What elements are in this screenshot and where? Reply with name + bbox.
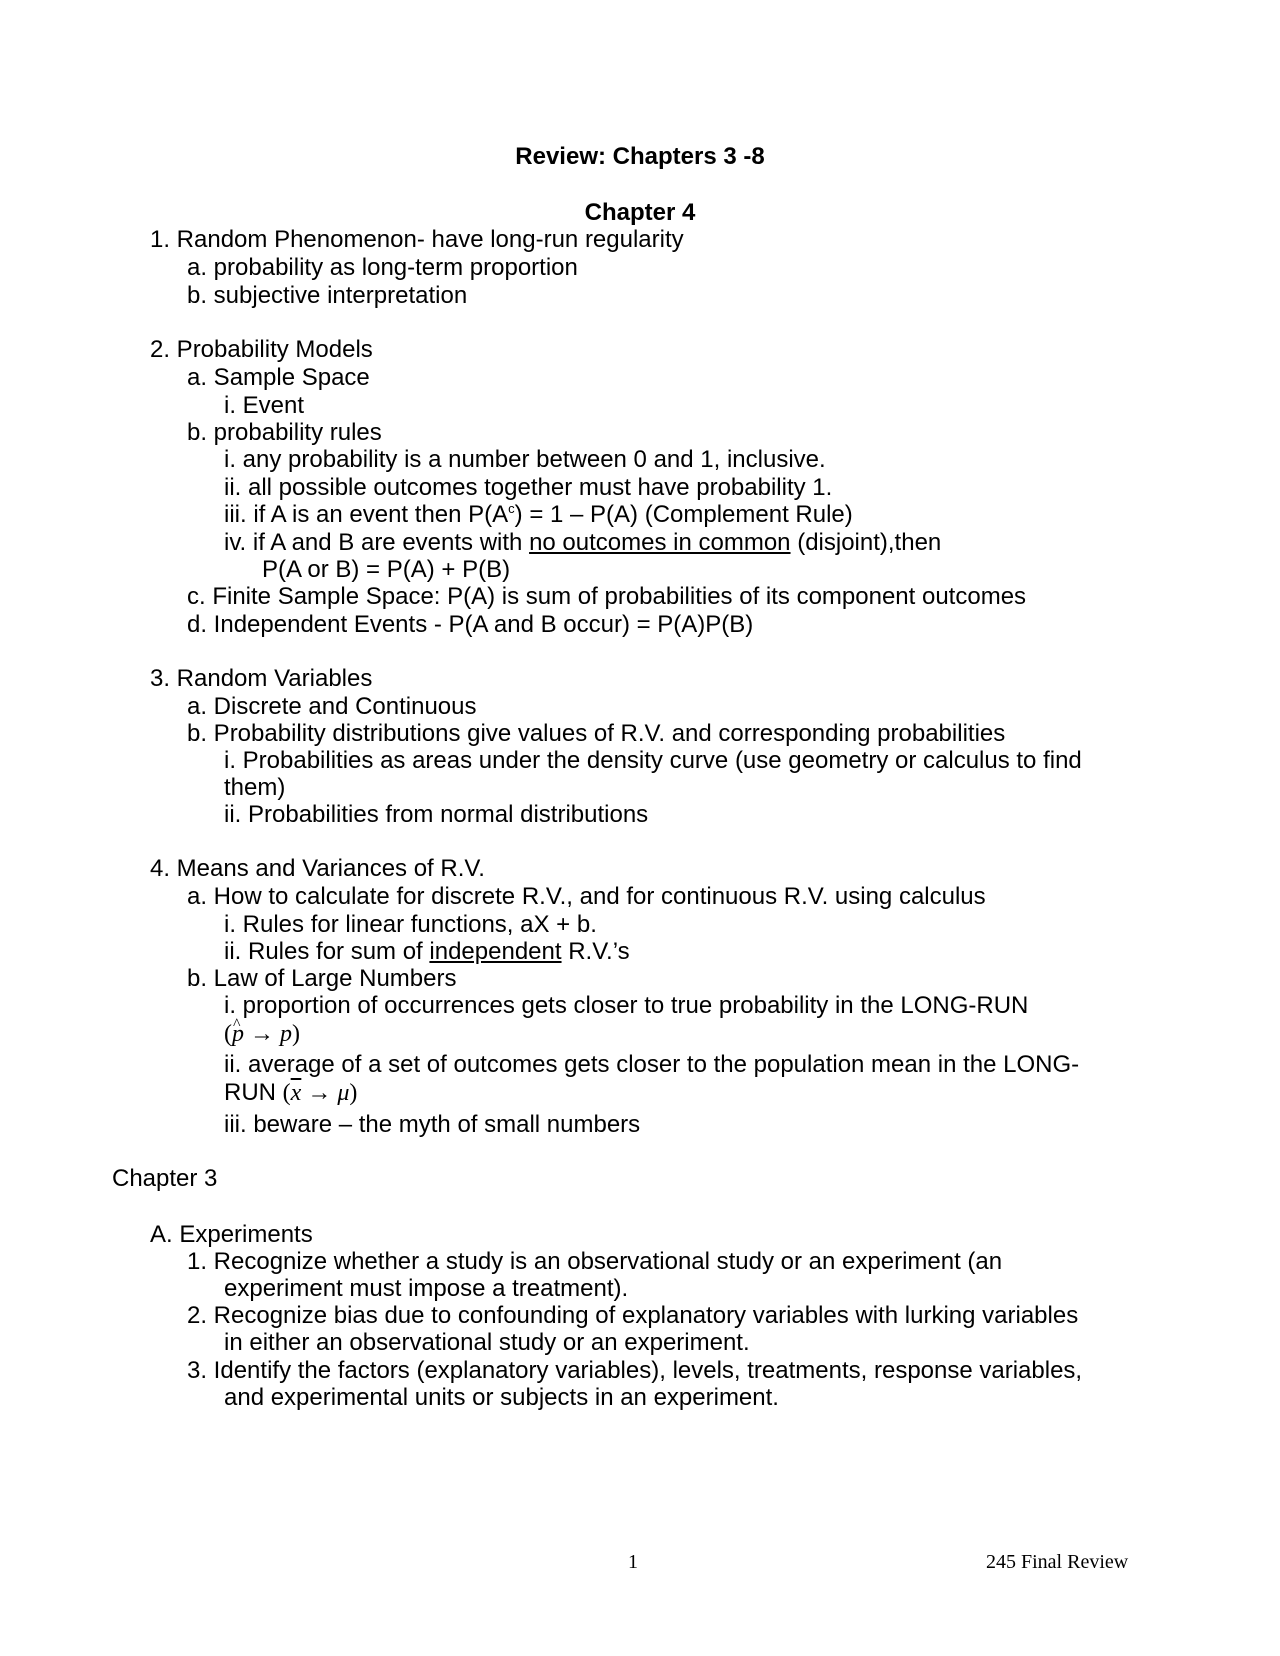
run-text: RUN xyxy=(224,1079,283,1106)
section-2b: b. probability rules xyxy=(187,419,382,446)
section-A2-line1: 2. Recognize bias due to confounding of explanatory variables with lurking variables xyxy=(187,1302,1079,1329)
disjoint-suffix: (disjoint),then xyxy=(790,529,942,556)
section-2b-iv xyxy=(224,529,941,557)
phat-to-p-formula: (p ^ → p) xyxy=(224,1020,300,1048)
section-2c: c. Finite Sample Space: P(A) is sum of probabilities of its component outcomes xyxy=(187,583,1027,610)
disjoint-prefix: iv. if A and B are events with xyxy=(224,529,530,556)
section-4b-i: i. proportion of occurrences gets closer to true probability in the LONG-RUN xyxy=(224,992,1029,1019)
sum-rule-prefix: ii. Rules for sum of xyxy=(224,938,430,965)
section-2a-i: i. Event xyxy=(224,392,305,419)
section-2d: d. Independent Events - P(A and B occur) = P(A)P(B) xyxy=(187,611,754,638)
chapter3-heading: Chapter 3 xyxy=(112,1165,218,1192)
section-2b-i: i. any probability is a number between 0 and 1, inclusive. xyxy=(224,446,826,473)
arrow: → xyxy=(244,1021,280,1047)
complement-rule-suffix: ) = 1 – P(A) (Complement Rule) xyxy=(514,501,853,528)
section-4a-ii xyxy=(224,938,630,966)
addition-rule-formula: P(A or B) = P(A) + P(B) xyxy=(262,556,511,583)
section-3b-i-line1: i. Probabilities as areas under the density curve (use geometry or calculus to find xyxy=(224,747,1082,774)
p: p xyxy=(280,1021,292,1047)
section-A1-line1: 1. Recognize whether a study is an observational study or an experiment (an xyxy=(187,1248,1003,1275)
section-3b-ii: ii. Probabilities from normal distributions xyxy=(224,801,649,828)
sum-rule-suffix: R.V.’s xyxy=(561,938,630,965)
section-4a-i: i. Rules for linear functions, aX + b. xyxy=(224,911,597,938)
independent-underlined: independent xyxy=(429,938,562,965)
chapter4-heading: Chapter 4 xyxy=(584,199,696,226)
p-hat: p ^ xyxy=(232,1020,244,1048)
section-A1-line2: experiment must impose a treatment). xyxy=(224,1275,629,1302)
arrow: → xyxy=(301,1080,338,1106)
section-4b-iii: iii. beware – the myth of small numbers xyxy=(224,1111,641,1138)
section-A2-line2: in either an observational study or an experiment. xyxy=(224,1329,750,1356)
footer-label: 245 Final Review xyxy=(986,1551,1129,1573)
section-3b-i-line2: them) xyxy=(224,774,286,801)
section-4: 4. Means and Variances of R.V. xyxy=(150,855,485,882)
section-2b-iii xyxy=(224,501,853,529)
page-number: 1 xyxy=(628,1551,638,1573)
section-1a: a. probability as long-term proportion xyxy=(187,254,578,281)
section-4b-ii-line1: ii. average of a set of outcomes gets closer to the population mean in the LONG- xyxy=(224,1051,1080,1078)
section-A: A. Experiments xyxy=(150,1221,313,1248)
mu: μ xyxy=(337,1080,350,1106)
section-A3-line1: 3. Identify the factors (explanatory variables), levels, treatments, response variables, xyxy=(187,1357,1083,1384)
section-2: 2. Probability Models xyxy=(150,336,373,363)
disjoint-underlined: no outcomes in common xyxy=(529,529,791,556)
section-3b: b. Probability distributions give values of R.V. and corresponding probabilities xyxy=(187,720,1006,747)
section-A3-line2: and experimental units or subjects in an experiment. xyxy=(224,1384,779,1411)
x-bar: $\overline{x}$ xyxy=(290,1080,302,1106)
section-4a: a. How to calculate for discrete R.V., and for continuous R.V. using calculus xyxy=(187,883,986,910)
section-4b: b. Law of Large Numbers xyxy=(187,965,457,992)
section-2a: a. Sample Space xyxy=(187,364,370,391)
complement-rule-prefix: iii. if A is an event then P(A xyxy=(224,501,509,528)
complement-superscript: c xyxy=(508,501,515,516)
section-4b-ii-line2: RUN $(\overline{x} \to \mu)$ xyxy=(224,1079,358,1106)
section-3a: a. Discrete and Continuous xyxy=(187,693,477,720)
section-2b-ii: ii. all possible outcomes together must have probability 1. xyxy=(224,474,833,501)
section-1: 1. Random Phenomenon- have long-run regularity xyxy=(150,226,684,253)
document-title: Review: Chapters 3 -8 xyxy=(515,143,765,170)
section-3: 3. Random Variables xyxy=(150,665,373,692)
section-1b: b. subjective interpretation xyxy=(187,282,468,309)
